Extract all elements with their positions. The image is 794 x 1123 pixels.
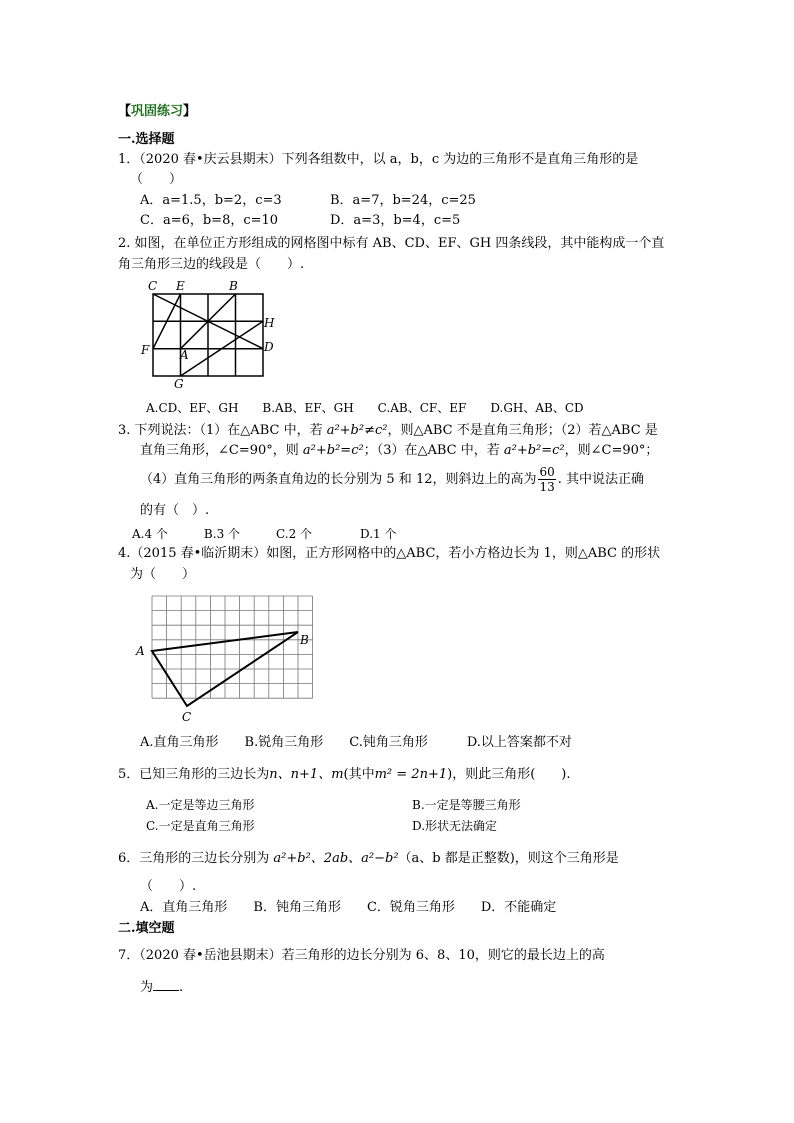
q2-label-d: D (264, 340, 274, 354)
q2-label-h: H (264, 316, 275, 330)
q2-label-a: A (180, 348, 189, 362)
q1-option-d: D．a=3，b=4，c=5 (330, 213, 461, 228)
q4-line1: 4.（2015 春•临沂期末）如图，正方形网格中的△ABC，若小方格边长为 1，则△ABC 的形状 (118, 546, 661, 561)
q4-label-a: A (136, 644, 145, 658)
q2-options: A.CD、EF、GH B.AB、EF、GH C.AB、CF、EF D.GH、AB、CD (146, 401, 584, 415)
q2-label-g: G (174, 377, 184, 391)
q5-c: (其中 (343, 767, 375, 782)
q2-line2: 角三角形三边的线段是（ ）. (118, 257, 305, 272)
q4-line2: 为（ ） (130, 567, 196, 582)
q6-a: 6．三角形的三边长分别为 (118, 851, 274, 866)
q3-l3a: （4）直角三角形的两条直角边的长分别为 5 和 12，则斜边上的高为 (140, 472, 537, 487)
q1-option-a: A．a=1.5，b=2，c=3 (140, 193, 282, 208)
q3-l1a: 3. 下列说法：（1）在△ABC 中，若 (118, 423, 327, 438)
q3-options: A.4 个 B.3 个 C.2 个 D.1 个 (132, 527, 397, 541)
q4-label-c: C (182, 710, 192, 724)
q3-l2e: ，则∠C=90°； (564, 443, 659, 458)
header-bracket-left: 【 (118, 104, 132, 119)
q5-stem (118, 767, 570, 783)
q3-l2a: 直角三角形，∠C=90°，则 (140, 443, 303, 458)
q3-frac-num: 60 (539, 465, 555, 479)
q5-option-d: D.形状无法确定 (412, 819, 498, 833)
header-title: 巩固练习 (131, 104, 184, 119)
q3-l2c: ；（3）在△ABC 中，若 (363, 443, 504, 458)
q2-label-e: E (176, 279, 185, 293)
q3-l3b: . 其中说法正确 (557, 472, 645, 487)
q4-grid-figure (134, 592, 324, 726)
q5-condition: m² = 2n+1 (374, 767, 448, 782)
q1-text: 1．（2020 春•庆云县期末）下列各组数中，以 a，b，c 为边的三角形不是直角三角形的是 (118, 152, 639, 167)
q5-option-a: A.一定是等边三角形 (146, 798, 255, 812)
q1-option-b: B．a=7，b=24，c=25 (330, 193, 476, 208)
q6-stem (118, 851, 619, 867)
q7-line1: 7．（2020 春•岳池县期末）若三角形的边长分别为 6、8、10，则它的最长边上的高 (118, 948, 605, 963)
q6-options: A．直角三角形 B．钝角三角形 C．锐角三角形 D．不能确定 (140, 900, 557, 915)
section1-title: 一.选择题 (118, 132, 175, 147)
q3-formula-1: a²+b²≠c² (326, 423, 388, 438)
q1-option-c: C．a=6，b=8，c=10 (140, 213, 279, 228)
q5-a: 5．已知三角形的三边长为 (118, 767, 270, 782)
q3-formula-2: a²+b²=c² (302, 443, 364, 458)
q2-label-b: B (229, 279, 238, 293)
q4-options: A.直角三角形 B.锐角三角形 C.钝角三角形 D.以上答案都不对 (140, 735, 572, 750)
q4-label-b: B (300, 633, 309, 647)
q2-label-c: C (148, 279, 158, 293)
q3-formula-3: a²+b²=c² (503, 443, 565, 458)
q3-line2 (140, 443, 658, 459)
q7-answer-blank[interactable] (153, 978, 179, 991)
q1-paren: （ ） (130, 172, 183, 187)
q3-line1 (118, 423, 658, 439)
section-header (118, 104, 196, 120)
q3-frac-den: 13 (539, 480, 555, 494)
q7-l2b: . (179, 980, 184, 995)
q6-paren: （ ）. (140, 879, 197, 894)
q3-l1c: ，则△ABC 不是直角三角形；（2）若△ABC 是 (387, 423, 658, 438)
q7-line2 (140, 978, 183, 996)
q5-option-b: B.一定是等腰三角形 (412, 798, 521, 812)
q6-sides: a²+b²、2ab、a²−b² (273, 851, 399, 866)
q2-grid-figure (136, 276, 286, 392)
q3-fraction (538, 465, 555, 494)
q5-e: )，则此三角形( ). (447, 767, 571, 782)
q6-c: （a、b 都是正整数)，则这个三角形是 (398, 851, 619, 866)
q3-line4: 的有（ ）. (140, 503, 210, 518)
section2-title: 二.填空题 (118, 921, 175, 936)
q7-l2a: 为 (140, 980, 154, 995)
q3-line3 (140, 465, 644, 494)
header-bracket-right: 】 (183, 104, 197, 119)
q5-option-c: C.一定是直角三角形 (146, 819, 255, 833)
q2-line1: 2. 如图，在单位正方形组成的网格图中标有 AB、CD、EF、GH 四条线段，其中能构成一个直 (118, 236, 665, 251)
q2-label-f: F (141, 343, 150, 357)
q5-sides: n、n+1、m (269, 767, 344, 782)
